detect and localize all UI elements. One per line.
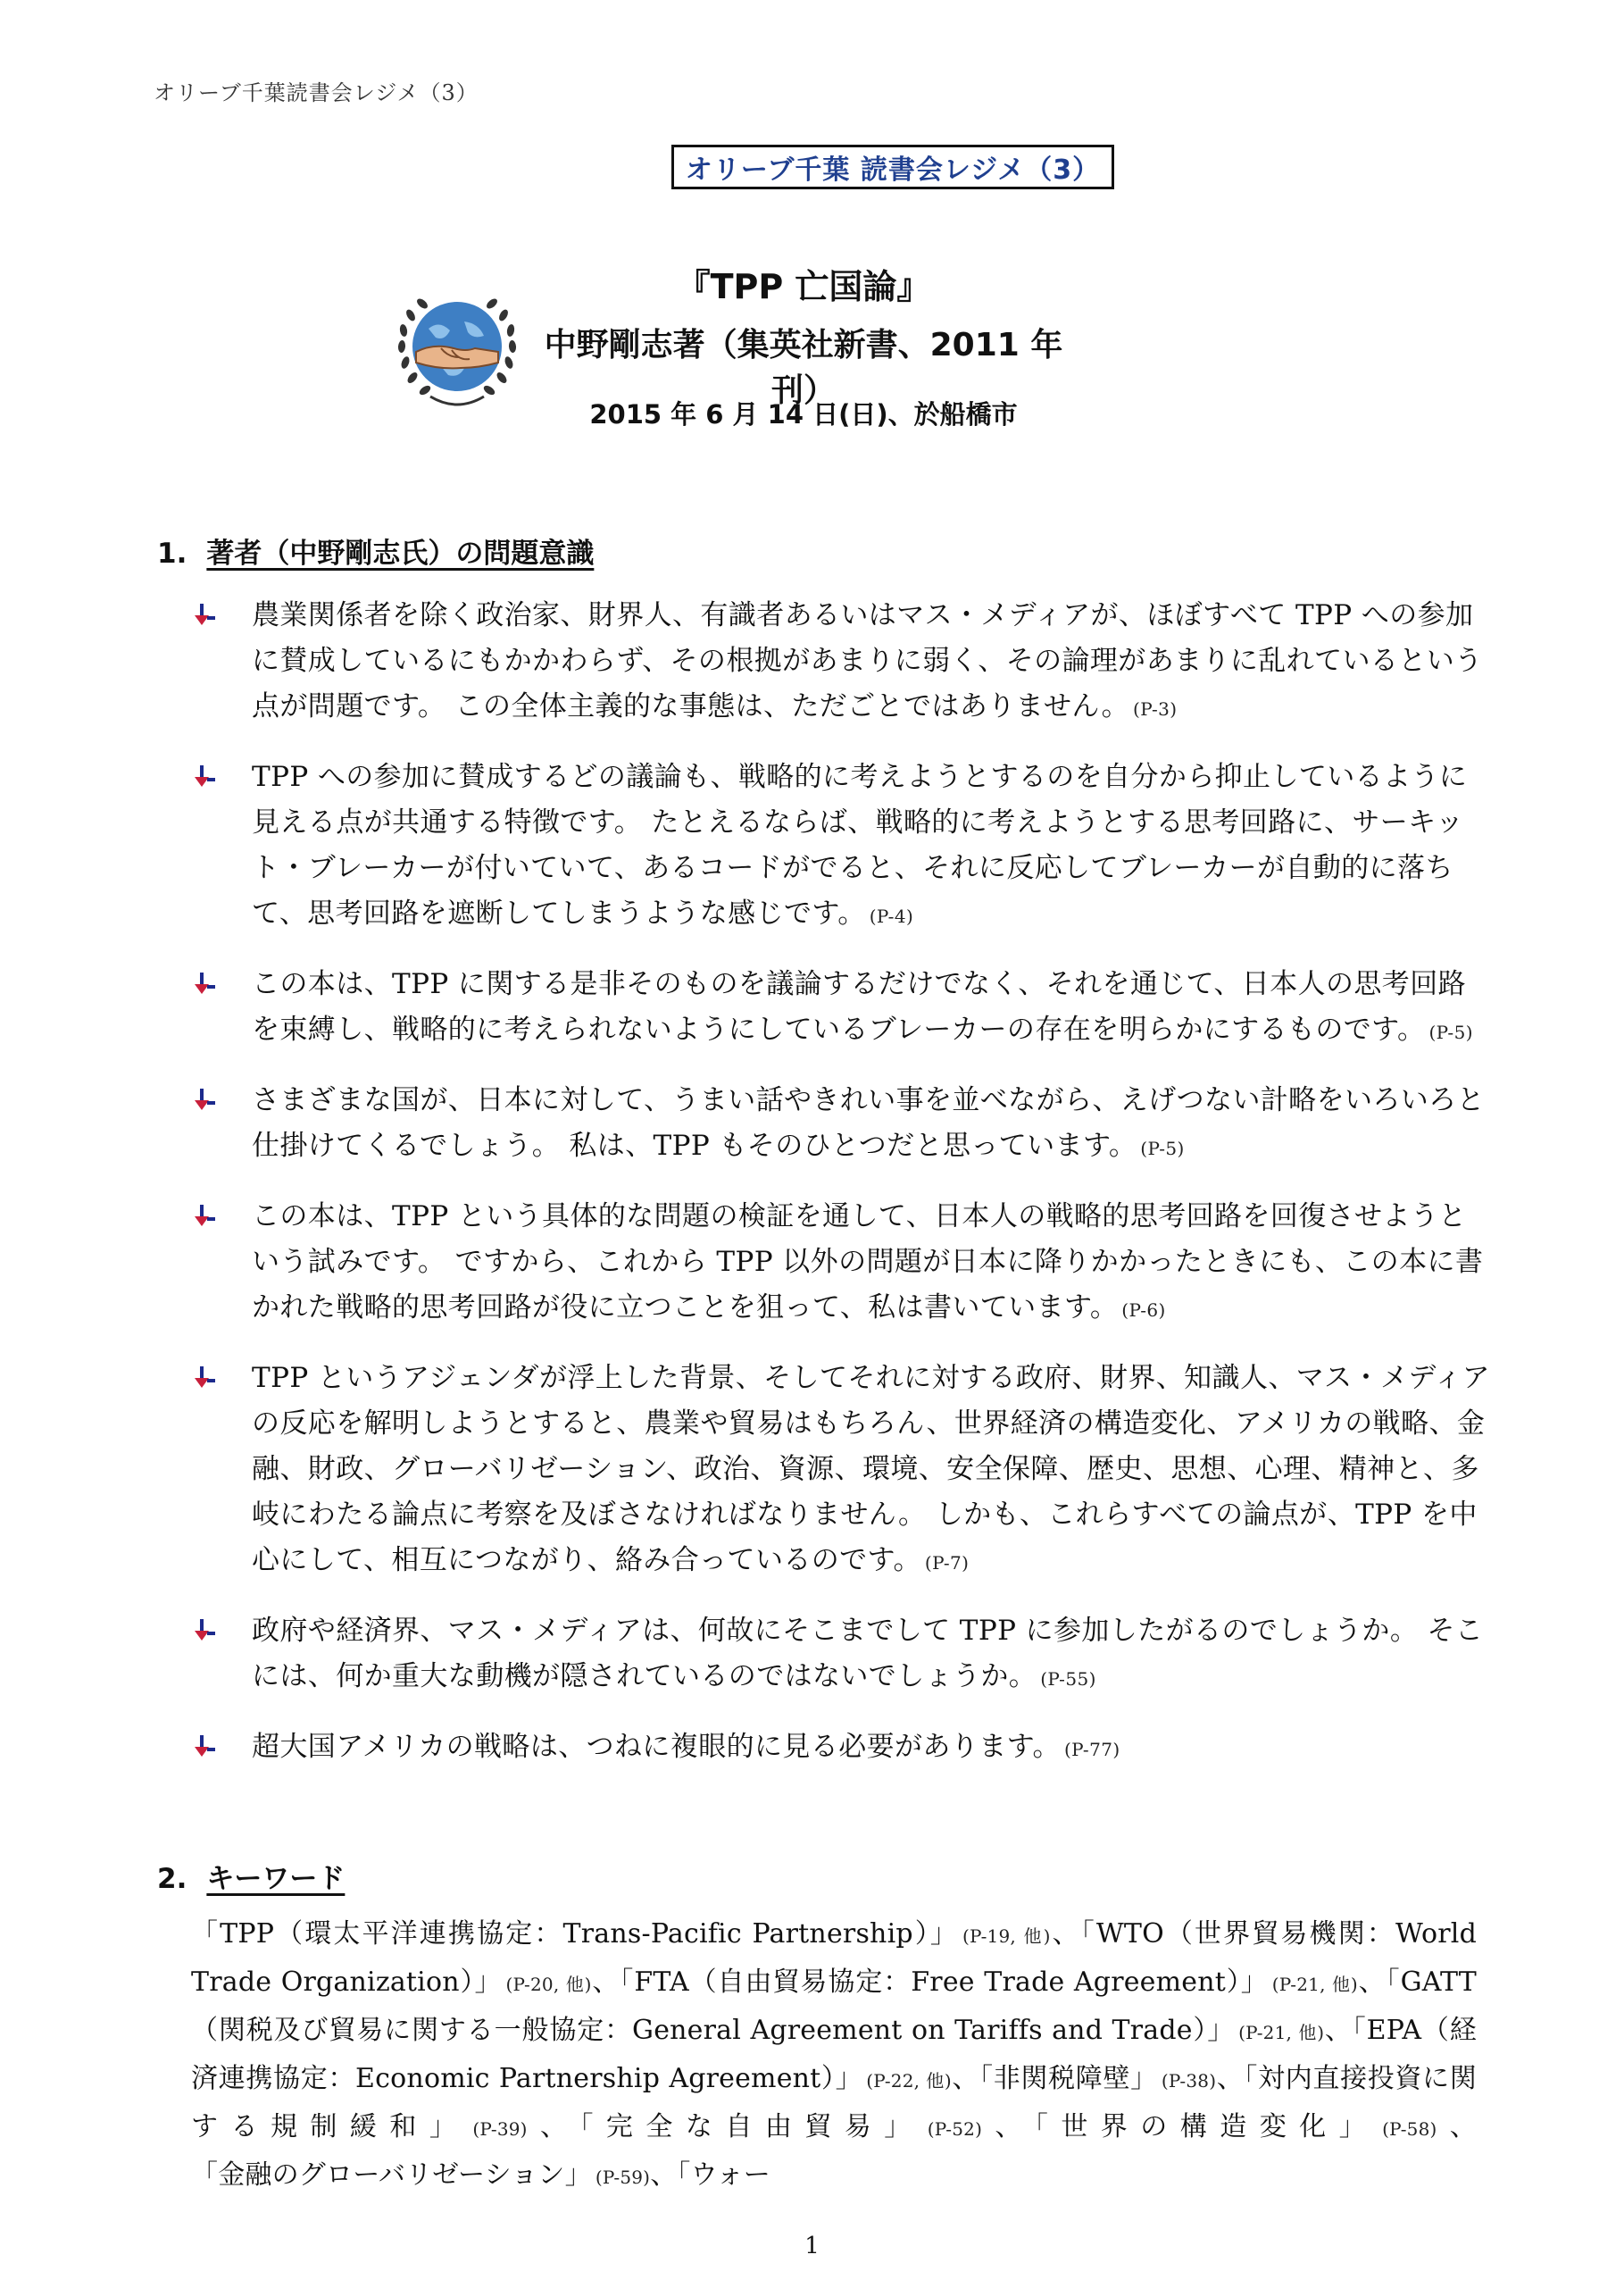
keyword-term: 「世界の構造変化」 — [1034, 2111, 1379, 2142]
handshake-globe-emblem-icon — [386, 286, 529, 422]
page-citation: (P-5) — [1140, 1138, 1185, 1159]
bullet-item — [187, 593, 1491, 732]
running-header: オリーブ千葉読書会レジメ（3） — [154, 80, 479, 105]
keyword-term: 「金融のグローバリゼーション」 — [191, 2159, 592, 2191]
page-citation: (P-22, 他) — [866, 2070, 952, 2092]
bullet-item — [187, 1608, 1491, 1702]
page-citation: (P-20, 他) — [505, 1974, 592, 1995]
page-citation: (P-77) — [1063, 1739, 1120, 1760]
arrow-down-bullet-icon — [193, 973, 216, 996]
document-title-box — [671, 145, 1114, 189]
bullet-text: この本は、TPP に関する是非そのものを議論するだけでなく、それを通じて、日本人の思考回路を束縛し、戦略的に考えられないようにしているブレーカーの存在を明らかにするものです。 — [252, 968, 1467, 1046]
meeting-date-line: 2015 年 6 月 14 日(日)、於船橋市 — [589, 399, 1018, 430]
section-number: 2. — [157, 1863, 187, 1895]
bullet-item — [187, 962, 1491, 1056]
page-citation: (P-4) — [869, 906, 914, 927]
page-citation: (P-59) — [595, 2167, 651, 2188]
page-citation: (P-19, 他) — [962, 1925, 1051, 1947]
page-number: 1 — [804, 2233, 820, 2259]
bullet-item — [187, 1194, 1491, 1333]
arrow-down-bullet-icon — [193, 604, 216, 627]
section-heading-2 — [157, 1856, 345, 1896]
keyword-paragraph — [191, 1911, 1477, 2200]
bullet-text: この本は、TPP という具体的な問題の検証を通して、日本人の戦略的思考回路を回復させようという試みです。 ですから、これから TPP 以外の問題が日本に降りかかったときにも、この本に書かれた戦略的思考回路が役に立つことを狙って、私は書いています。 — [252, 1200, 1484, 1324]
bullet-text: 超大国アメリカの戦略は、つねに複眼的に見る必要があります。 — [252, 1731, 1061, 1763]
section-title: キーワード — [206, 1863, 346, 1895]
keyword-separator: 、 — [1357, 1967, 1387, 1998]
arrow-down-bullet-icon — [193, 1205, 216, 1228]
bullet-text: 政府や経済界、マス・メディアは、何故にそこまでして TPP に参加したがるのでしょうか。 そこには、何か重大な動機が隠されているのではないでしょうか。 — [252, 1615, 1484, 1692]
page-citation: (P-5) — [1428, 1022, 1473, 1043]
arrow-down-bullet-icon — [193, 1619, 216, 1642]
keyword-separator: 、 — [1050, 1918, 1081, 1950]
keyword-separator: 、 — [1324, 2015, 1353, 2046]
keyword-term: 「TPP（環太平洋連携協定：Trans-Pacific Partnership）」 — [191, 1918, 960, 1950]
arrow-down-bullet-icon — [193, 1735, 216, 1758]
page-citation: (P-7) — [924, 1552, 970, 1574]
keyword-term: 「FTA（自由貿易協定：Free Trade Agreement）」 — [620, 1967, 1269, 1998]
keyword-term: 「対内直接投資に関する規制緩和」 — [191, 2063, 1477, 2142]
keyword-separator: 、 — [1216, 2063, 1245, 2094]
section-title: 著者（中野剛志氏）の問題意識 — [206, 538, 595, 570]
book-title: 『TPP 亡国論』 — [676, 267, 931, 306]
arrow-down-bullet-icon — [193, 1089, 216, 1112]
page-citation: (P-3) — [1133, 698, 1178, 720]
keyword-separator: 、 — [1437, 2111, 1477, 2142]
bullet-list — [187, 593, 1491, 1795]
keyword-term-continued: 「ウォー — [677, 2159, 771, 2191]
keyword-term: 「EPA（経済連携協定：Economic Partnership Agreement）」 — [191, 2015, 1477, 2094]
keyword-separator: 、 — [982, 2111, 1035, 2142]
keyword-separator: 、 — [951, 2063, 980, 2094]
bullet-text: TPP というアジェンダが浮上した背景、そしてそれに対する政府、財界、知識人、マス・メディアの反応を解明しようとすると、農業や貿易はもちろん、世界経済の構造変化、アメリカの戦略、金融、財政、グローバリゼーション、政治、資源、環境、安全保障、歴史、思想、心理、精神と、多岐にわたる論点に考察を及ぼさなければなりません。 しかも、これらすべての論点が、TPP を中心にして、相互につながり、絡み合っているのです。 — [252, 1362, 1491, 1576]
page-citation: (P-55) — [1040, 1668, 1096, 1690]
arrow-down-bullet-icon — [193, 765, 216, 789]
bullet-text: さまざまな国が、日本に対して、うまい話やきれい事を並べながら、えげつない計略をいろいろと仕掛けてくるでしょう。 私は、TPP もそのひとつだと思っています。 — [252, 1084, 1485, 1162]
keyword-term: 「GATT（関税及び貿易に関する一般協定：General Agreement on Tariffs and Trade）」 — [191, 1967, 1477, 2046]
page-citation: (P-52) — [927, 2118, 983, 2140]
keyword-term: 「非関税障壁」 — [979, 2063, 1158, 2094]
arrow-down-bullet-icon — [193, 1366, 216, 1390]
bullet-item — [187, 1724, 1491, 1773]
book-author-line: 中野剛志著（集英社新書、2011 年刊） — [544, 327, 1063, 409]
keyword-term: 「WTO（世界貿易機関：World Trade Organization）」 — [191, 1918, 1477, 1998]
bullet-text: 農業関係者を除く政治家、財界人、有識者あるいはマス・メディアが、ほぼすべて TPP への参加に賛成しているにもかかわらず、その根拠があまりに弱く、その論理があまりに乱れているという点が問題です。 この全体主義的な事態は、ただごとではありません。 — [252, 599, 1483, 722]
page-citation: (P-39) — [472, 2118, 528, 2140]
keyword-separator: 、 — [650, 2159, 678, 2191]
page-citation: (P-6) — [1121, 1299, 1166, 1321]
bullet-item — [187, 1078, 1491, 1172]
keyword-term: 「完全な自由貿易」 — [579, 2111, 924, 2142]
bullet-item — [187, 755, 1491, 939]
bullet-item — [187, 1356, 1491, 1586]
page-citation: (P-21, 他) — [1271, 1974, 1358, 1995]
keyword-separator: 、 — [527, 2111, 580, 2142]
page-citation: (P-21, 他) — [1238, 2022, 1325, 2043]
page-citation: (P-58) — [1382, 2118, 1437, 2140]
page-citation: (P-38) — [1161, 2070, 1217, 2092]
section-number: 1. — [157, 538, 187, 570]
keyword-separator: 、 — [591, 1967, 620, 1998]
section-heading-1 — [157, 530, 594, 571]
bullet-text: TPP への参加に賛成するどの議論も、戦略的に考えようとするのを自分から抑止しているように見える点が共通する特徴です。 たとえるならば、戦略的に考えようとする思考回路に、サーキット・ブレーカーが付いていて、あるコードがでると、それに反応してブレーカーが自動的に落ちて、思考回路を遮断してしまうような感じです。 — [252, 761, 1468, 930]
document-title: オリーブ千葉 読書会レジメ（3） — [685, 154, 1101, 186]
